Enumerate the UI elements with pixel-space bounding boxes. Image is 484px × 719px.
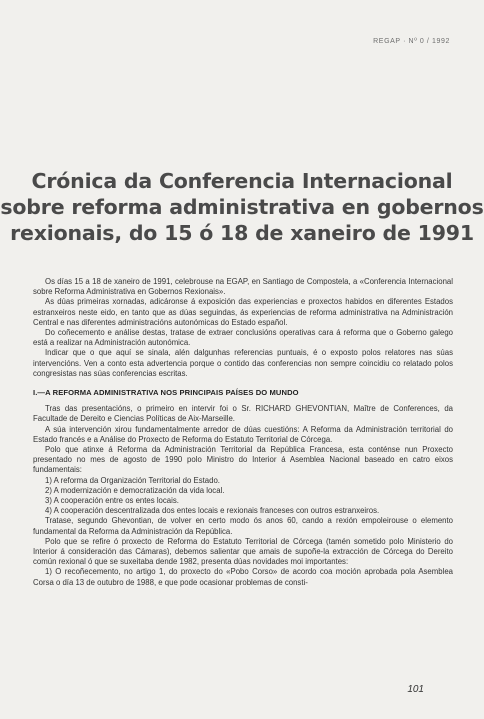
- paragraph: A súa intervención xirou fundamentalmente arredor de dúas cuestións: A Reforma da Administración territorial do Estado francés e a Análise do Proxecto de Reforma do Estatuto Territorial de Córcega.: [33, 424, 453, 444]
- paragraph: Os días 15 a 18 de xaneiro de 1991, celebrouse na EGAP, en Santiago de Compostela, a «Conferencia Internacional sobre Reforma Administrativa en Gobernos Rexionais».: [33, 277, 453, 297]
- paragraph: Tratase, segundo Ghevontian, de volver en certo modo ós anos 60, cando a rexión empoleirouse o elemento fundamental da Reforma da Administración da República.: [33, 516, 453, 536]
- title-line: sobre reforma administrativa en gobernos: [0, 195, 484, 219]
- paragraph: Indicar que o que aquí se sinala, alén dalgunhas referencias puntuais, é o exposto polos relatores nas súas intervencións. Ven a conto esta advertencia porque o contido das conferencias non sempre coincidiu co relatado polos congresistas nas súas conferencias escritas.: [33, 348, 453, 378]
- paragraph: Polo que se refire ó proxecto de Reforma do Estatuto Territorial de Córcega (tamén sometido polo Ministerio do Interior á consideración das Cámaras), debemos salientar que amais de supoñe-la extracción de Córcega do Dereito común rexional ó que se suxeitaba dende 1982, presenta dúas novidades moi importantes:: [33, 536, 453, 567]
- article-body: [33, 277, 453, 588]
- list-item: 4) A cooperación descentralizada dos entes locais e rexionais franceses con outros estranxeiros.: [45, 506, 380, 516]
- section-heading: I.—A REFORMA ADMINISTRATIVA NOS PRINCIPAIS PAÍSES DO MUNDO: [33, 388, 299, 398]
- paragraph: Tras das presentacións, o primeiro en intervir foi o Sr. RICHARD GHEVONTIAN, Maître de Conferences, da Facultade de Dereito e Ciencias Políticas de Aix-Marseille.: [33, 404, 453, 424]
- title-line: rexionais, do 15 ó 18 de xaneiro de 1991: [10, 221, 474, 245]
- running-header: REGAP · Nº 0 / 1992: [373, 38, 450, 45]
- list-item: 2) A modernización e democratización da vida local.: [45, 485, 225, 495]
- list-item: 1) A reforma da Organización Territorial do Estado.: [45, 475, 220, 485]
- paragraph: 1) O recoñecemento, no artigo 1, do proxecto do «Pobo Corso» de acordo coa moción aprobada pola Asemblea Corsa o día 13 de outubro de 1988, e que pode ocasionar problemas de consti-: [33, 567, 453, 587]
- paragraph: As dúas primeiras xornadas, adicáronse á exposición das experiencias e proxectos habidos en diferentes Estados estranxeiros neste eido, en tanto que as dúas seguindas, ás experiencias de reforma administrativa na Administración Central e nas diferentes administracións autonómicas do Estado español.: [33, 297, 453, 327]
- list-item: 3) A cooperación entre os entes locais.: [45, 496, 179, 506]
- paragraph: Do coñecemento e análise destas, tratase de extraer conclusións operativas cara á reforma que o Goberno galego está a realizar na Administración autonómica.: [33, 328, 453, 348]
- paragraph: Polo que atinxe á Reforma da Administración Territorial da República Francesa, esta conténse nun Proxecto presentado no mes de agosto de 1990 polo Ministro do Interior á Asemblea Nacional baseado en catro eixos fundamentais:: [33, 445, 453, 475]
- title-line: Crónica da Conferencia Internacional: [31, 169, 453, 193]
- page-number: 101: [407, 684, 424, 695]
- article-title: [0, 168, 484, 246]
